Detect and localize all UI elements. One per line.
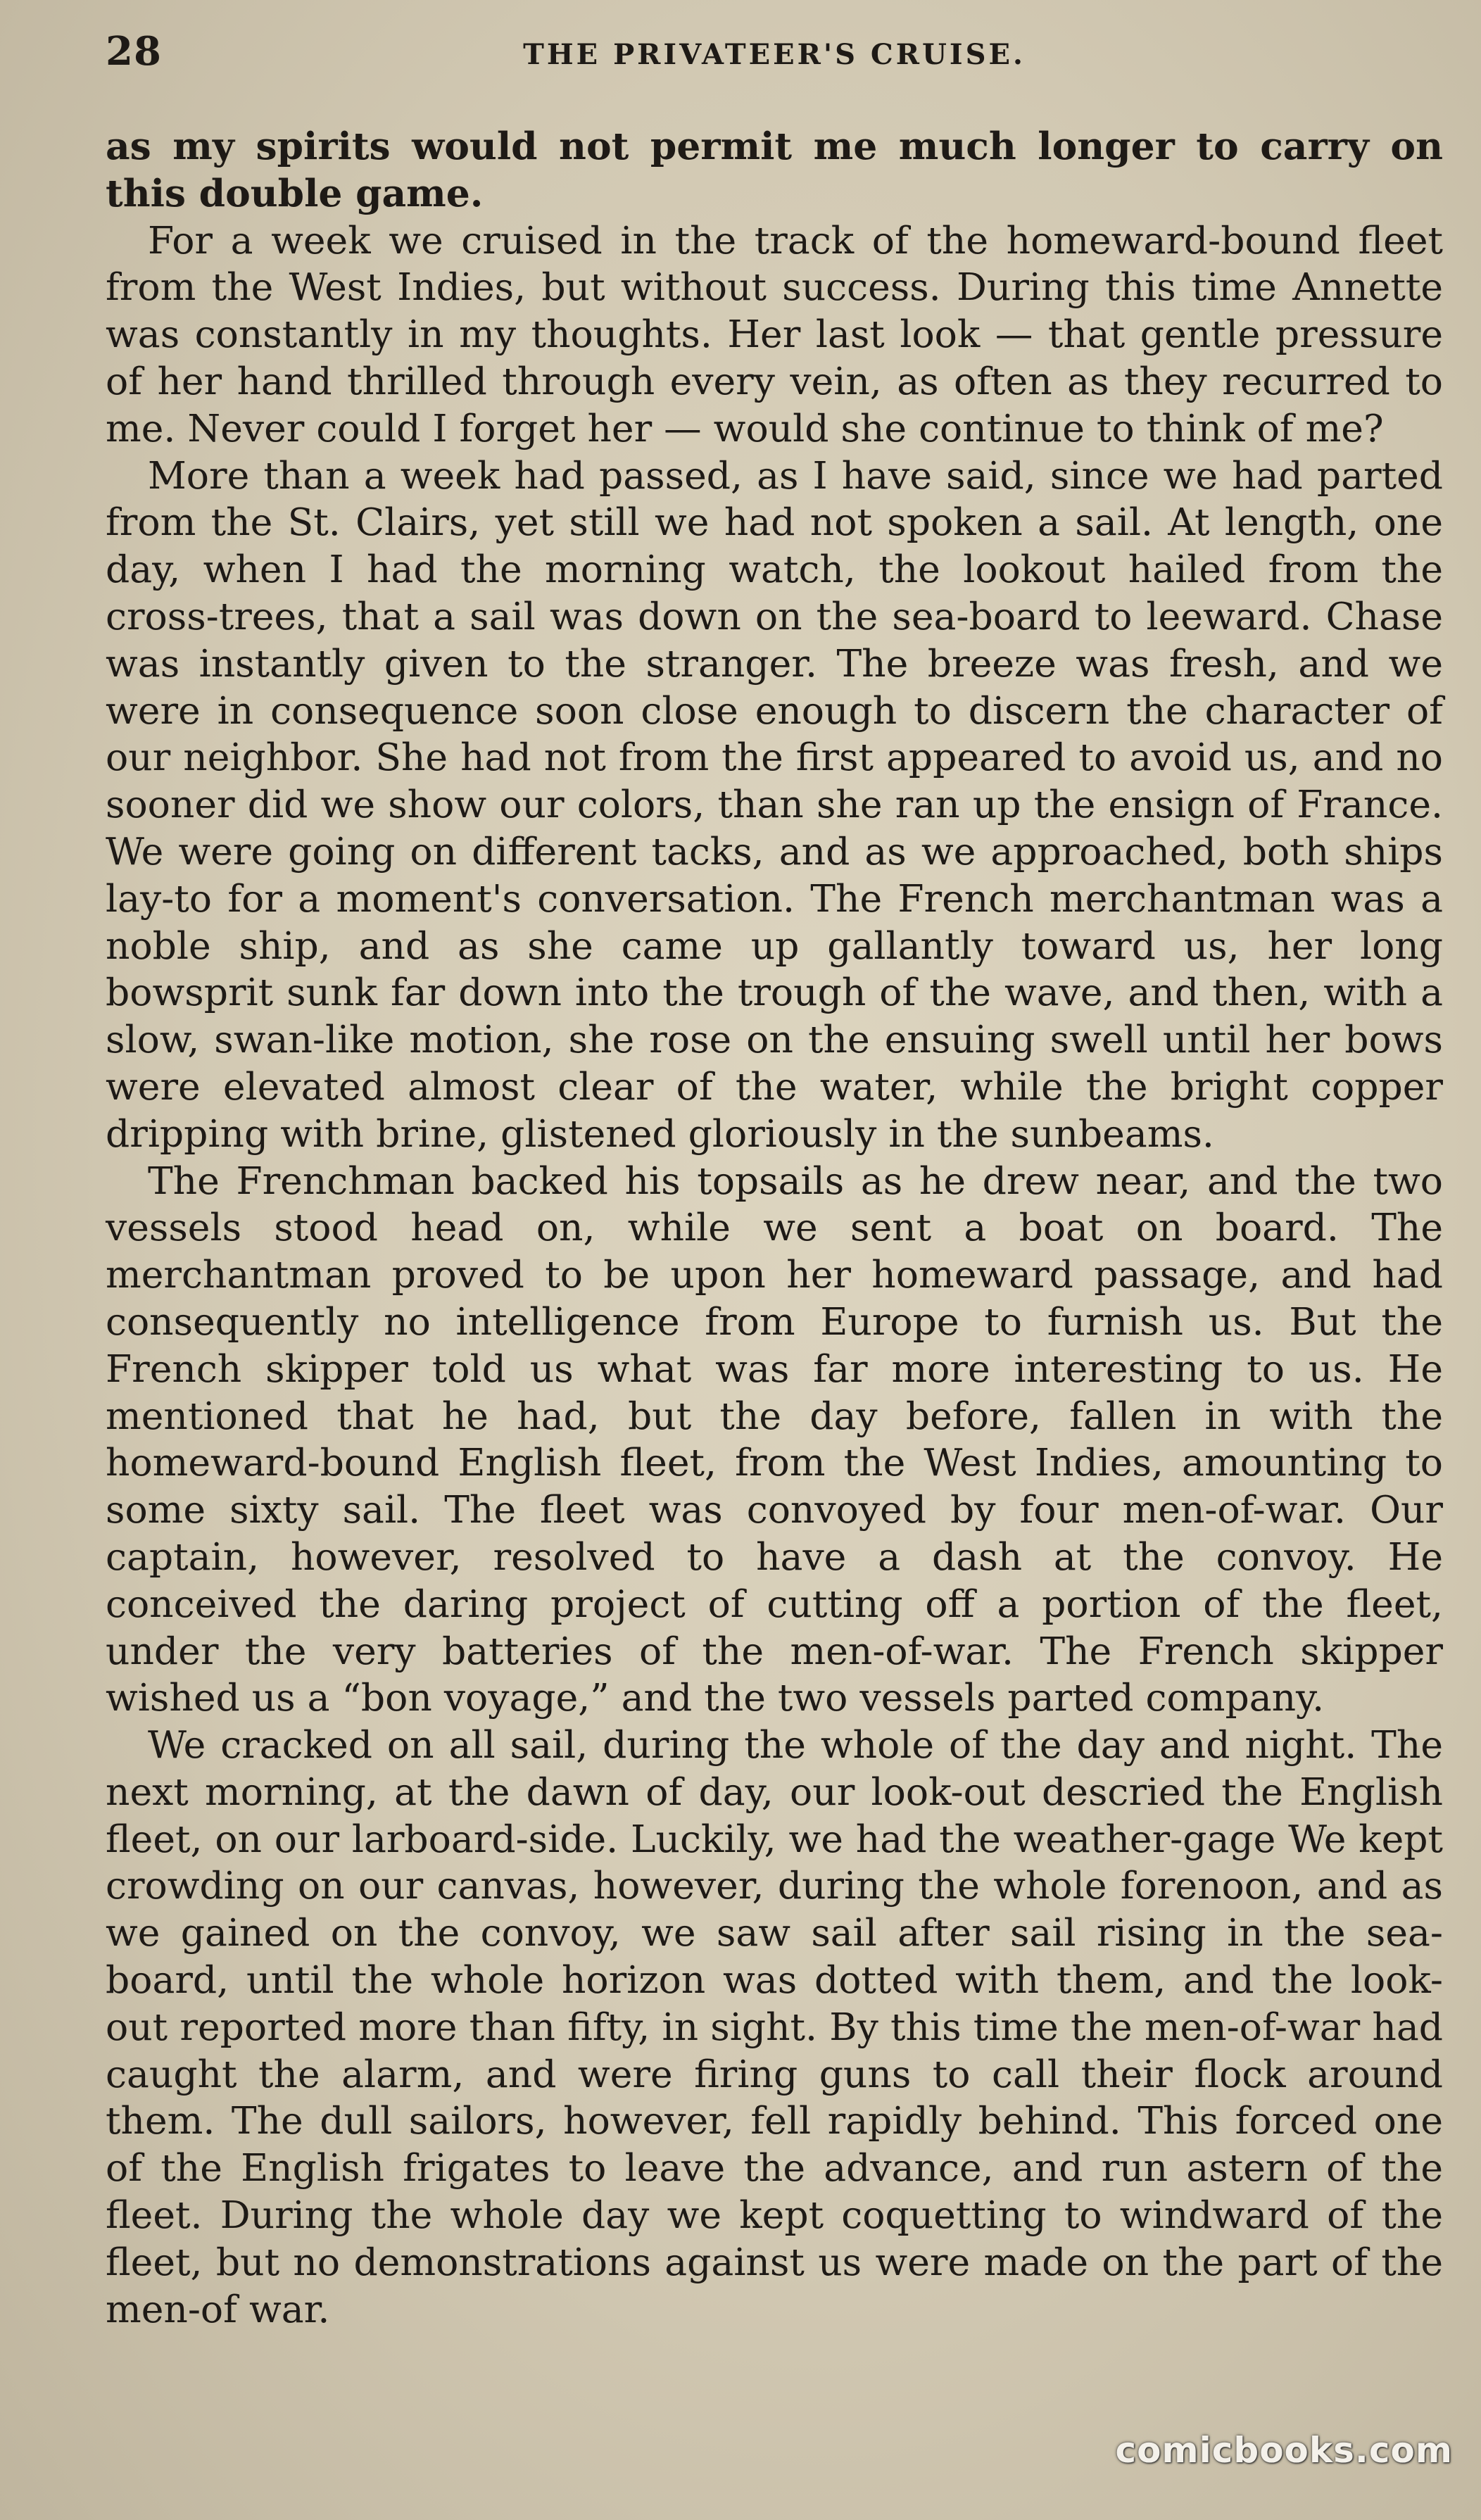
paragraph-1: as my spirits would not permit me much longer to carry on this double game. <box>106 124 1443 215</box>
running-title: THE PRIVATEER'S CRUISE. <box>523 38 1026 71</box>
paragraph-5: We cracked on all sail, during the whole of the day and night. The next morning, at the dawn of day, our look-out descried the English fleet, on our larboard-side. Luckily, we had the weather-gage We kept crowding on our canvas, however, during the whole forenoon, and as we gained on the convoy, we saw sail after sail rising in the sea-board, until the whole horizon was dotted with them, and the look-out reported more than fifty, in sight. By this time the men-of-war had caught the alarm, and were firing guns to call their flock around them. The dull sailors, however, fell rapidly behind. This forced one of the English frigates to leave the advance, and run astern of the fleet. During the whole day we kept coquetting to windward of the fleet, but no demonstrations against us were made on the part of the men-of war. <box>106 1722 1443 2331</box>
body-text <box>106 123 1443 2333</box>
paragraph-4: The Frenchman backed his topsails as he drew near, and the two vessels stood head on, while we sent a boat on board. The merchantman proved to be upon her homeward passage, and had consequently no intelligence from Europe to furnish us. But the French skipper told us what was far more interesting to us. He mentioned that he had, but the day before, fallen in with the homeward-bound English fleet, from the West Indies, amounting to some sixty sail. The fleet was convoyed by four men-of-war. Our captain, however, resolved to have a dash at the convoy. He conceived the daring project of cutting off a portion of the fleet, under the very batteries of the men-of-war. The French skipper wished us a “bon voyage,” and the two vessels parted company. <box>106 1158 1443 1720</box>
page-header <box>106 28 1443 84</box>
page-number: 28 <box>106 28 162 75</box>
paragraph-2: For a week we cruised in the track of the homeward-bound fleet from the West Indies, but without success. During this time Annette was constantly in my thoughts. Her last look — that gentle pressure of her hand thrilled through every vein, as often as they recurred to me. Never could I forget her — would she continue to think of me? <box>106 218 1443 451</box>
paragraph-3: More than a week had passed, as I have said, since we had parted from the St. Clairs, yet still we had not spoken a sail. At length, one day, when I had the morning watch, the lookout hailed from the cross-trees, that a sail was down on the sea-board to leeward. Chase was instantly given to the stranger. The breeze was fresh, and we were in consequence soon close enough to discern the character of our neighbor. She had not from the first appeared to avoid us, and no sooner did we show our colors, than she ran up the ensign of France. We were going on different tacks, and as we approached, both ships lay-to for a moment's conversation. The French merchantman was a noble ship, and as she came up gallantly toward us, her long bowsprit sunk far down into the trough of the wave, and then, with a slow, swan-like motion, she rose on the ensuing swell until her bows were elevated almost clear of the water, while the bright copper dripping with brine, glistened gloriously in the sunbeams. <box>106 453 1443 1156</box>
site-watermark: comicbooks.com <box>1115 2430 1453 2471</box>
